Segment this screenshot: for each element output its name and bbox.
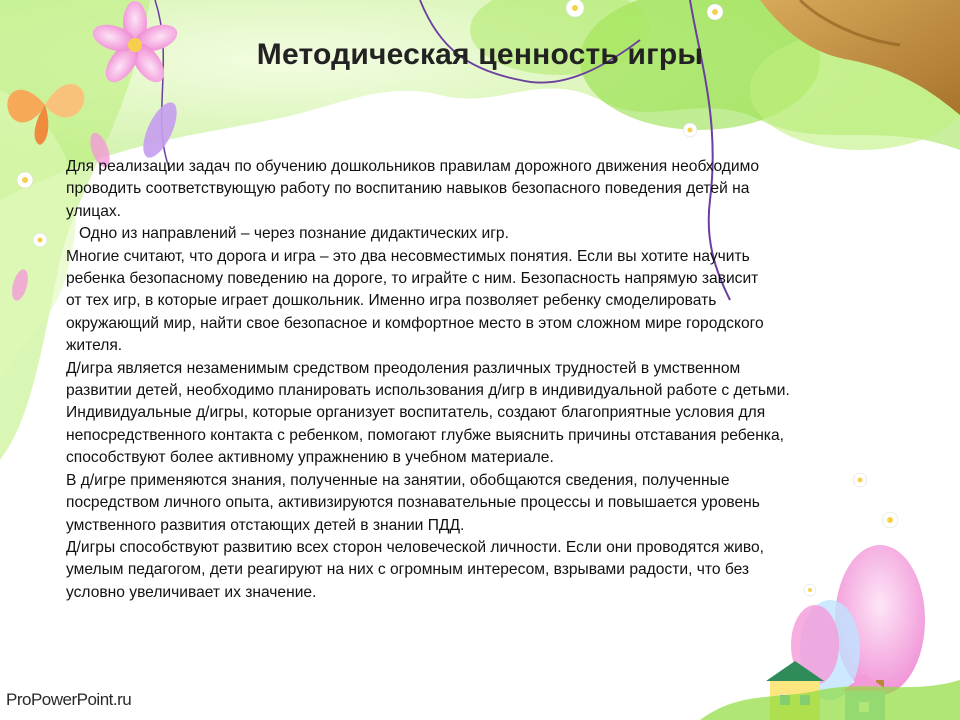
body-line: Для реализации задач по обучению дошкольников правилам дорожного движения необходимо <box>66 158 760 175</box>
body-line: непосредственного контакта с ребенком, помогают глубже выяснить причины отставания ребенка, <box>66 426 784 444</box>
body-line: ребенка безопасному поведению на дороге, то играйте с ним. Безопасность напрямую зависит <box>66 270 759 288</box>
body-line: условно увеличивает их значение. <box>66 583 317 601</box>
body-line: способствуют более активному упражнению в учебном материале. <box>66 449 554 467</box>
body-line: улицах. <box>66 202 121 220</box>
watermark: ProPowerPoint.ru <box>6 690 132 709</box>
body-line: умственного развития отстающих детей в знании ПДД. <box>66 516 465 534</box>
slide-title: Методическая ценность игры <box>256 38 704 71</box>
slide-body-text <box>66 156 946 604</box>
body-line: умелым педагогом, дети реагируют на них с огромным интересом, взрывами радости, что без <box>66 561 750 579</box>
body-line: жителя. <box>66 337 123 355</box>
body-line: Одно из направлений – через познание дидактических игр. <box>66 225 509 243</box>
body-line: проводить соответствующую работу по воспитанию навыков безопасного поведения детей на <box>66 180 750 198</box>
body-line: Индивидуальные д/игры, которые организует воспитатель, создают благоприятные условия для <box>66 404 766 422</box>
body-line: развитии детей, необходимо планировать использования д/игр в индивидуальной работе с детьми. <box>66 382 790 400</box>
body-line: окружающий мир, найти свое безопасное и комфортное место в этом сложном мире городского <box>66 314 764 332</box>
body-line: Многие считают, что дорога и игра – это два несовместимых понятия. Если вы хотите научить <box>66 247 750 265</box>
body-line: от тех игр, в которые играет дошкольник. Именно игра позволяет ребенку смоделировать <box>66 292 717 310</box>
body-line: Д/игры способствуют развитию всех сторон человеческой личности. Если они проводятся живо, <box>66 538 764 556</box>
body-line: Д/игра является незаменимым средством преодоления различных трудностей в умственном <box>66 359 741 377</box>
body-line: посредством личного опыта, активизируются познавательные процессы и повышается уровень <box>66 494 760 512</box>
body-line: В д/игре применяются знания, полученные на занятии, обобщаются сведения, полученные <box>66 471 730 489</box>
